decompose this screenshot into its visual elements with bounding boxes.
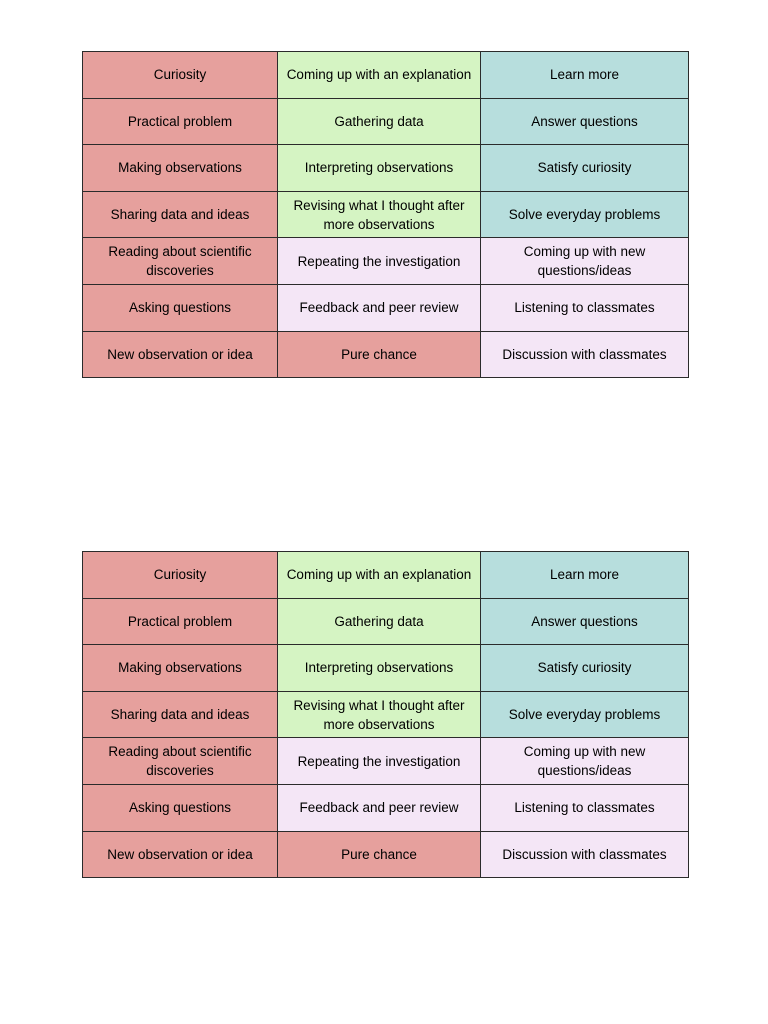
table-row (83, 191, 689, 238)
table-row (83, 598, 689, 645)
table-row (83, 331, 689, 378)
card-cell: Coming up with an explanation (278, 52, 481, 99)
card-cell: Learn more (481, 552, 689, 599)
table-row (83, 831, 689, 878)
card-cell: Solve everyday problems (481, 691, 689, 738)
card-cell: Reading about scientific discoveries (83, 738, 278, 785)
table-row (83, 645, 689, 692)
card-cell: Gathering data (278, 98, 481, 145)
card-cell: Discussion with classmates (481, 831, 689, 878)
card-sort-table-top (82, 51, 689, 378)
card-cell: Interpreting observations (278, 145, 481, 192)
card-cell: Revising what I thought after more observations (278, 191, 481, 238)
card-cell: Coming up with new questions/ideas (481, 738, 689, 785)
card-cell: Answer questions (481, 98, 689, 145)
table-row (83, 145, 689, 192)
card-cell: Satisfy curiosity (481, 645, 689, 692)
table-row (83, 738, 689, 785)
card-cell: Satisfy curiosity (481, 145, 689, 192)
card-cell: Curiosity (83, 552, 278, 599)
card-cell: Curiosity (83, 52, 278, 99)
table-row (83, 52, 689, 99)
table-row (83, 98, 689, 145)
card-cell: Practical problem (83, 98, 278, 145)
card-cell: Answer questions (481, 598, 689, 645)
card-cell: Feedback and peer review (278, 284, 481, 331)
card-cell: Coming up with new questions/ideas (481, 238, 689, 285)
card-cell: Making observations (83, 645, 278, 692)
card-cell: Interpreting observations (278, 645, 481, 692)
card-sort-table-bottom (82, 551, 689, 878)
card-cell: Listening to classmates (481, 284, 689, 331)
card-cell: Reading about scientific discoveries (83, 238, 278, 285)
card-cell: Learn more (481, 52, 689, 99)
card-cell: Coming up with an explanation (278, 552, 481, 599)
card-cell: Asking questions (83, 784, 278, 831)
card-cell: Revising what I thought after more observations (278, 691, 481, 738)
card-cell: Practical problem (83, 598, 278, 645)
card-cell: Listening to classmates (481, 784, 689, 831)
table-row (83, 552, 689, 599)
card-cell: Solve everyday problems (481, 191, 689, 238)
card-cell: Asking questions (83, 284, 278, 331)
card-cell: Sharing data and ideas (83, 191, 278, 238)
card-cell: Feedback and peer review (278, 784, 481, 831)
table-row (83, 784, 689, 831)
card-cell: Gathering data (278, 598, 481, 645)
table-row (83, 238, 689, 285)
table-row (83, 691, 689, 738)
card-cell: Making observations (83, 145, 278, 192)
card-cell: Repeating the investigation (278, 738, 481, 785)
card-cell: New observation or idea (83, 331, 278, 378)
card-cell: Pure chance (278, 331, 481, 378)
table-row (83, 284, 689, 331)
card-cell: Sharing data and ideas (83, 691, 278, 738)
card-cell: New observation or idea (83, 831, 278, 878)
card-cell: Discussion with classmates (481, 331, 689, 378)
card-cell: Pure chance (278, 831, 481, 878)
card-cell: Repeating the investigation (278, 238, 481, 285)
